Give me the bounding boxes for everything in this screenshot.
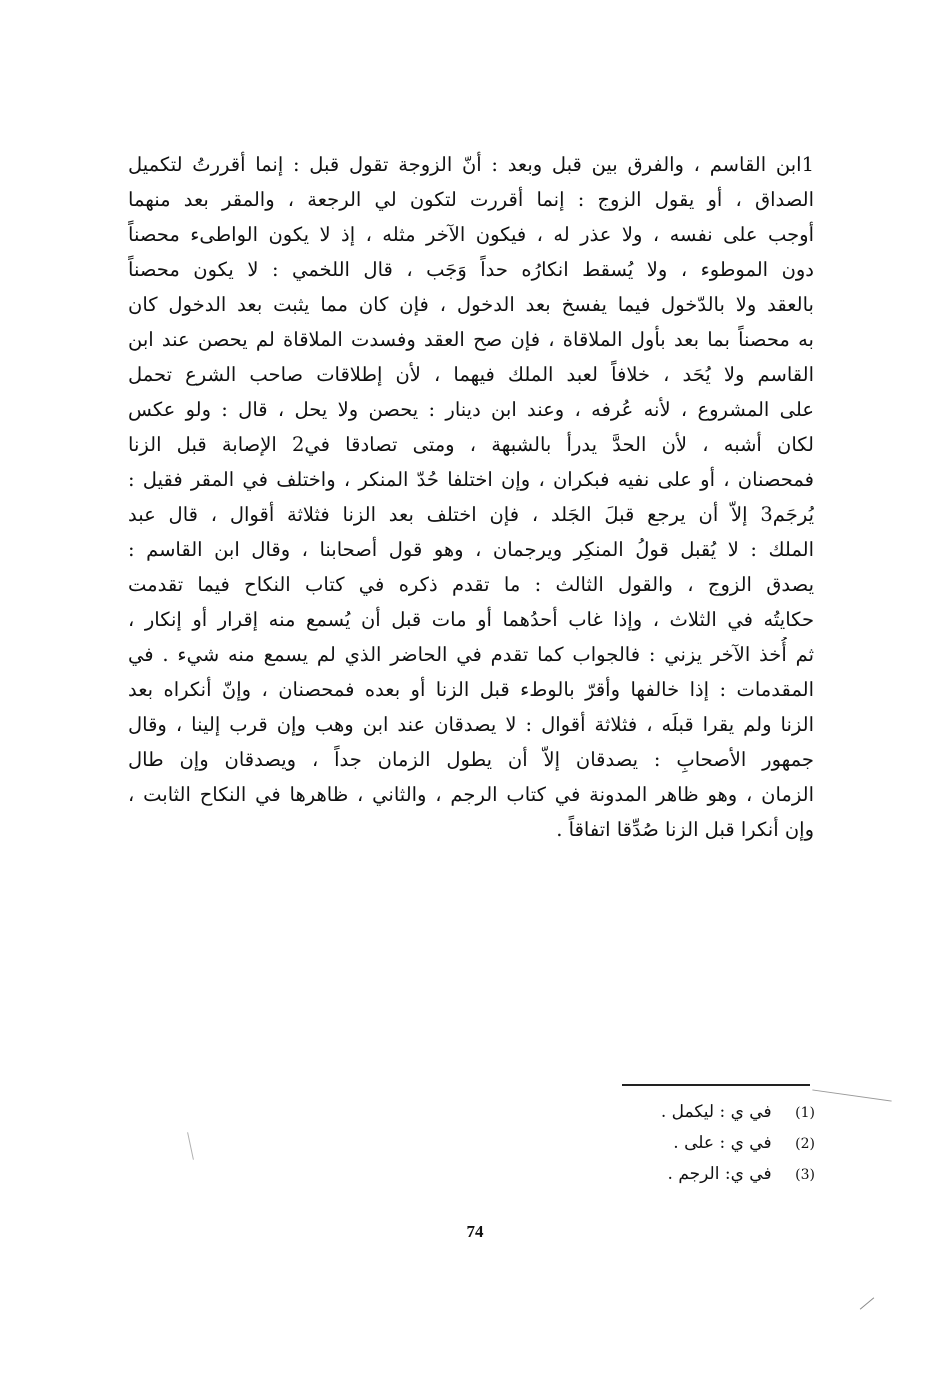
text-line: دون الموطوء ، ولا يُسقط انكارُه حداً وَجَب ، قال اللخمي : لا يكون محصناً	[128, 258, 814, 281]
scan-mark	[860, 1297, 874, 1309]
text-line: الصداق ، أو يقول الزوج : إنما أقررت لتكون لي الرجعة ، والمقر بعد منهما	[128, 188, 814, 211]
footnote-text: في ي: الرجم .	[667, 1164, 772, 1184]
text-line: 1ابن القاسم ، والفرق بين قبل وبعد : أنّ الزوجة تقول قبل : إنما أقررتُ لتكميل	[128, 153, 814, 176]
text-line: الزمان ، وهو ظاهر المدونة في كتاب الرجم ، والثاني ، ظاهرها في النكاح الثابت ،	[128, 783, 814, 806]
footnote	[560, 1128, 815, 1159]
footnote-text: في ي : ليكمل .	[660, 1102, 772, 1122]
scan-mark	[187, 1132, 194, 1160]
text-line: وإن أنكرا قبل الزنا صُدِّقا اتفاقاً .	[556, 818, 814, 841]
footnote	[560, 1097, 815, 1128]
page-number: 74	[466, 1222, 484, 1241]
scan-mark	[812, 1089, 891, 1101]
text-line: به محصناً بما بعد بأول الملاقاة ، فإن صح العقد وفسدت الملاقاة لم يحصن عند ابن	[128, 328, 814, 351]
text-line: فمحصنان ، أو على نفيه فبكران ، وإن اختلفا حُدّ المنكر ، واختلف في المقر فقيل :	[128, 468, 814, 491]
text-line: بالعقد ولا بالدّخول فيما يفسخ بعد الدخول ، فإن كان مما يثبت بعد الدخول كان	[128, 293, 814, 316]
main-text-block	[128, 147, 814, 847]
footnote-number: (1)	[795, 1105, 815, 1121]
text-line: حكايتُه في الثلاث ، وإذا غاب أحدُهما أو مات قبل أن يُسمع منه إقرار أو إنكار ،	[128, 608, 814, 631]
text-line: على المشروع ، لأنه عُرفه ، وعند ابن دينار : يحصن ولا يحل ، قال : ولو عكس	[128, 398, 814, 421]
text-line: القاسم ولا يُحَد ، خلافاً لعبد الملك فيهما ، لأن إطلاقات صاحب الشرع تحمل	[128, 363, 814, 386]
text-line: الزنا ولم يقرا قبلَه ، فثلاثة أقوال : لا يصدقان عند ابن وهب وإن قرب إلينا ، وقال	[128, 713, 814, 736]
footnote-text: في ي : على .	[673, 1133, 772, 1153]
text-line: الملك : لا يُقبل قولُ المنكِر ويرجمان ، وهو قول أصحابنا ، وقال ابن القاسم :	[128, 538, 814, 561]
text-line: المقدمات : إذا خالفها وأقرّ بالوطء قبل الزنا أو بعده فمحصنان ، وإنّ أنكراه بعد	[128, 678, 814, 701]
text-line: أوجب على نفسه ، ولا عذر له ، فيكون الآخر مثله ، إذ لا يكون الواطىء محصناً	[128, 223, 814, 246]
footnotes	[560, 1097, 815, 1190]
text-line: لكان أشبه ، لأن الحدَّ يدرأ بالشبهة ، ومتى تصادقا في2 الإصابة قبل الزنا	[128, 433, 814, 456]
text-line: ثم أُخذ الآخر يزني : فالجواب كما تقدم في الحاضر الذي لم يسمع منه شيء . في	[128, 643, 814, 666]
footnote	[560, 1159, 815, 1190]
text-line: جمهور الأصحابِ : يصدقان إلاّ أن يطول الزمان جداً ، ويصدقان وإن طال	[128, 748, 814, 771]
footnote-number: (2)	[795, 1136, 815, 1152]
text-line: يصدق الزوج ، والقول الثالث : ما تقدم ذكره في كتاب النكاح فيما تقدمت	[128, 573, 814, 596]
text-line: يُرجَم3 إلاّ أن يرجع قبلَ الجَلد ، فإن اختلف بعد الزنا فثلاثة أقوال ، قال عبد	[128, 503, 814, 526]
footnote-separator	[622, 1084, 810, 1086]
footnote-number: (3)	[795, 1167, 815, 1183]
